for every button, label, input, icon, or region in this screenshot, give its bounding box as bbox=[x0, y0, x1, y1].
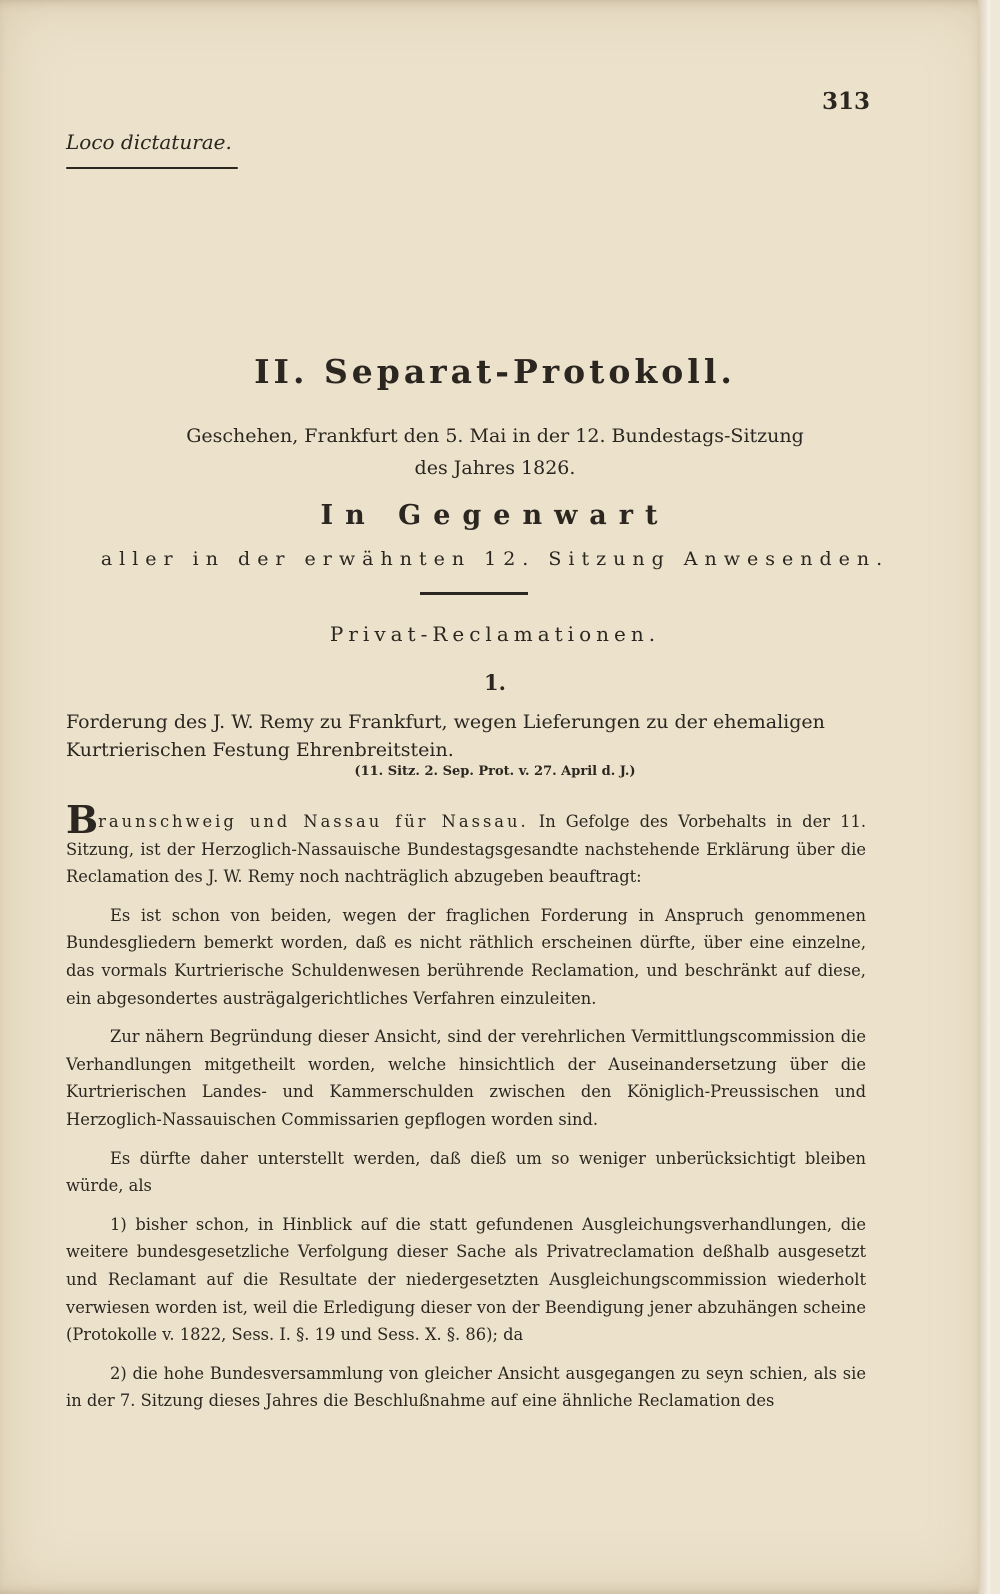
body-text bbox=[66, 797, 867, 1426]
claim-reference: (11. Sitz. 2. Sep. Prot. v. 27. April d. J.) bbox=[354, 764, 636, 779]
presence-subheading: aller in der erwähnten 12. Sitzung Anwesenden. bbox=[100, 548, 890, 570]
paragraph-1-lead: raunschweig und Nassau für Nassau. bbox=[98, 812, 529, 831]
section-title: Privat-Reclamationen. bbox=[329, 622, 661, 646]
paragraph-6: 2) die hohe Bundesversammlung von gleicher Ansicht ausgegangen zu seyn schien, als sie in der 7. Sitzung dieses Jahres die Beschlußnahme auf eine ähnliche Reclamation des bbox=[66, 1363, 866, 1411]
session-info-line-2: des Jahres 1826. bbox=[414, 457, 576, 479]
paragraph-2: Es ist schon von beiden, wegen der fraglichen Forderung in Anspruch genommenen Bundesgliedern bemerkt worden, daß es nicht räthlich erscheinen dürfte, über eine einzelne, das vormals Kurtrierische Schuldenwesen berührende Reclamation, und beschränkt auf diese, ein abgesondertes austrägalgerichtliches Verfahren einzuleiten. bbox=[66, 905, 866, 1008]
paragraph-1-rest: In Gefolge des Vorbehalts in der 11. Sitzung, ist der Herzoglich-Nassauische Bundestagsgesandte nachstehende Erklärung über die Reclamation des J. W. Remy noch nachträglich abzugeben beauftragt: bbox=[66, 812, 867, 887]
claim-title: Forderung des J. W. Remy zu Frankfurt, wegen Lieferungen zu der ehemaligen Kurtrierischen Festung Ehrenbreitstein. bbox=[66, 711, 825, 761]
loco-dictaturae-note: Loco dictaturae. bbox=[66, 130, 232, 154]
protocol-title: II. Separat-Protokoll. bbox=[254, 352, 736, 391]
session-info bbox=[0, 420, 990, 484]
paragraph-4: Es dürfte daher unterstellt werden, daß dieß um so weniger unberücksichtigt bleiben würde, als bbox=[66, 1148, 866, 1196]
session-info-line-1: Geschehen, Frankfurt den 5. Mai in der 12. Bundestags-Sitzung bbox=[186, 425, 804, 447]
item-number: 1. bbox=[484, 670, 506, 695]
paragraph-1 bbox=[66, 797, 867, 891]
section-divider bbox=[420, 592, 528, 595]
paragraph-3: Zur nähern Begründung dieser Ansicht, sind der verehrlichen Vermittlungscommission die Verhandlungen mitgetheilt worden, welche hinsichtlich der Auseinandersetzung über die Kurtrierischen Landes- und Kammerschulden zwischen den Königlich-Preussischen und Herzoglich-Nassauischen Commissarien gepflogen worden sind. bbox=[66, 1027, 866, 1129]
paragraph-5: 1) bisher schon, in Hinblick auf die statt gefundenen Ausgleichungsverhandlungen, die weitere bundesgesetzliche Verfolgung dieser Sache als Privatreclamation deßhalb ausgesetzt und Reclamant auf die Resultate der niedergesetzten Ausgleichungscommission wiederholt verwiesen worden ist, weil die Erledigung dieser von der Beendigung jener abzuhängen scheine (Protokolle v. 1822, Sess. I. §. 19 und Sess. X. §. 86); da bbox=[66, 1214, 866, 1345]
page-edge bbox=[978, 0, 990, 1594]
drop-cap: B bbox=[66, 797, 99, 842]
loco-underline bbox=[66, 167, 238, 169]
page-number: 313 bbox=[822, 88, 871, 115]
presence-heading: In Gegenwart bbox=[320, 500, 670, 531]
